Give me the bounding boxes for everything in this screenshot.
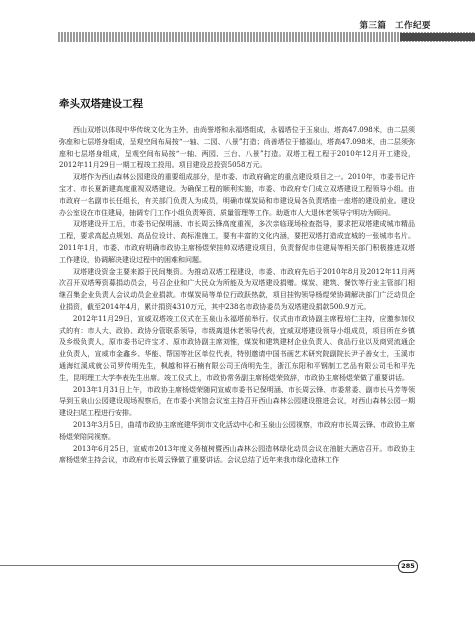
section-title: 牵头双塔建设工程 xyxy=(59,98,143,110)
body-text xyxy=(59,125,415,467)
paragraph: 双塔作为西山森林公园建设的重要组成部分，是市委、市政府确定的重点建设项目之一。2010年，市委书记许宝才、市长夏新建高度重视双塔建设。为确保工程的顺利实施，市委、市政府专门成立双塔建设工程领导小组。由市政府一名副市长任组长，有关部门负责人为成员，明确市煤炭局和市建设局各负责塔座一座塔的建设前业。建设办公室设在市住建局，抽调专门工作小组负责筹资、质量管理等工作。助逝市人大退休老领导宁明功为顾问。 xyxy=(59,173,415,217)
header-chapter-title: 工作纪要 xyxy=(394,21,431,31)
footer-rule xyxy=(0,565,398,566)
paragraph: 西山双塔以体现中华传统文化为主外，由尚誉塔和永福塔组成，永福塔位于玉泉山，塔高47.098米，由二层须弥座和七层塔身组成，呈观空间布局按“一轴、二园、八景”打造；尚善塔位于德福山，塔高47.098米，由二层须弥座和七层塔身组成，呈观空间布局按“一轴、两园、三台、八景”打造。双塔工程工程于2010年12月开工建设，2012年11月29日一期工程竣工投用。项目建设总投资5058万元。 xyxy=(59,126,415,170)
paragraph: 双塔建设资金主要来源于民间集资。为推动双塔工程建设，市委、市政府先后于2010年8月及2012年11月两次召开双塔筹资募捐动员会，号召企业和广大民众为所能及为双塔建设捐赠。煤炭、建筑、餐饮等行业主管部门相继召集企业负责人会议动员企业捐款。市煤炭局等单位行政跃热款，项目挂钩领导杨煜荣协调解决部门广泛动员企业捐资，截至2014年4月，累计捐资4310万元，其中238名市政协委员为双塔建设捐款500.9万元。 xyxy=(59,267,415,311)
header-rule-accent xyxy=(400,33,475,41)
page-number: 285 xyxy=(398,560,418,573)
paragraph: 2013年3月5日，曲靖市政协主席庭建华到市文化活动中心和玉泉山公园视察，市政府市长周云锋、市政协主席杨煜荣陪同视察。 xyxy=(59,420,415,441)
paragraph: 双塔建设开工后，市委书记保明涵、市长周云锋高度重视，多次亲临现场检查指导，要求把双塔建成城市精品工程，要求高起点规划、高品位设计、高标准施工，要有丰富的文化内涵，要把双塔打造成宜城的一张城市名片。2011年1月，市委、市政府明确市政协主席杨煜荣挂帅双塔建设项目，负责督促市住建局等相关部门积极推进双塔工作建设，协调解决建设过程中的困难和问题。 xyxy=(59,220,415,264)
running-header xyxy=(355,19,432,31)
paragraph: 2013年6月25日，宣威市2013年度义务植树暨西山森林公园造林绿化动员会议在油脏大酒店召开。市政协主席杨煜荣主持会议，市政府市长周云锋做了重要讲话。会议总结了近年来我市绿化造林工作 xyxy=(59,444,415,465)
paragraph: 2012年11月29日，宣威双塔竣工仪式在玉泉山永福塔前举行。仪式由市政协副主席程培仁主持，应邀参加仪式的有：市人大、政协、政协分管联系领导，市级离退休老领导代表，宜威双塔建设领导小组成员，项目所在乡镇及乡级负责人，原市委书记许宝才、原市政协副主席刘惟，煤炭和建筑建材企业负责人、食品行业以及商贸流通企业负责人，宣威市金鑫乡、华能、帮国等社区单位代表，特别邀请中国书画艺术研究院副院长尹子善女士，玉溪市通海红溪成就公司罗传明先生，枫越和祥石楠有限公司王尚明先生，浙江东阳和平钢制工艺品有限公司毛和平先生，昆明理工大学李表先生出席。竣工仪式上，市政协常务副主席杨煜荣致辞，市政协主席杨煜荣做了重要讲话。 xyxy=(59,314,415,382)
header-chapter: 第三篇 xyxy=(359,21,387,31)
paragraph: 2013年1月31日上午，市政协主席杨煜荣随同宣威市委书记保明涵、市长周云锋、市委常委、副市长马芳等领导到玉泉山公园建设现场视察后，在市委小宾馆会议室主持召开西山森林公园建设推进会议，对西山森林公园一期建设扫尾工程进行安排。 xyxy=(59,385,415,418)
